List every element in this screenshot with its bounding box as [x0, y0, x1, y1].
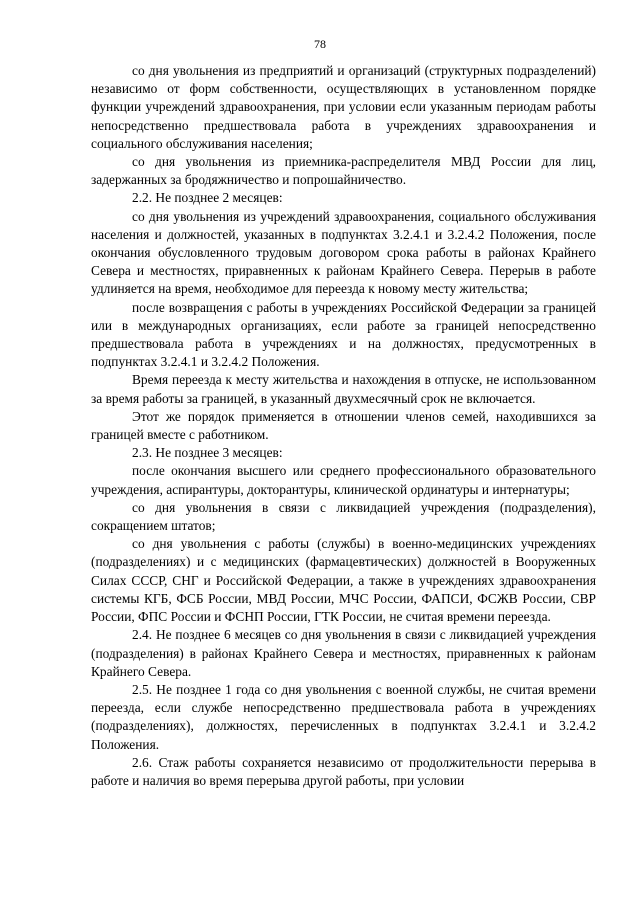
- section-heading-2-3: 2.3. Не позднее 3 месяцев:: [132, 445, 283, 461]
- paragraph-2-5: 2.5. Не позднее 1 года со дня увольнения с военной службы, не считая времени переезда, если службе непосредственно предшествовала работа в учреждениях (подразделениях), должностях, перечисленных в подпунктах 3.2.4.1 и 3.2.4.2 Положения.: [91, 681, 596, 752]
- page-number: 78: [314, 37, 326, 51]
- paragraph-7: после окончания высшего или среднего профессионального образовательного учреждения, аспирантуры, докторантуры, клинической ординатуры и интернатуры;: [91, 463, 596, 497]
- document-body: [91, 62, 596, 790]
- paragraph-5: Время переезда к месту жительства и нахождения в отпуске, не использованном за время работы за границей, в указанный двухмесячный срок не включается.: [91, 372, 596, 406]
- paragraph-2-6: 2.6. Стаж работы сохраняется независимо от продолжительности перерыва в работе и наличия во время перерыва другой работы, при условии: [91, 754, 596, 788]
- paragraph-2-4: 2.4. Не позднее 6 месяцев со дня увольнения в связи с ликвидацией учреждения (подразделения) в районах Крайнего Севера и местностях, приравненных к районам Крайнего Севера.: [91, 627, 596, 679]
- section-heading-2-2: 2.2. Не позднее 2 месяцев:: [132, 190, 283, 206]
- paragraph-3: со дня увольнения из учреждений здравоохранения, социального обслуживания населения и должностей, указанных в подпунктах 3.2.4.1 и 3.2.4.2 Положения, после окончания обусловленного трудовым договором срока работы в районах Крайнего Севера и местностях, приравненных к районам Крайнего Севера. Перерыв в работе удлиняется на время, необходимое для переезда к новому месту жительства;: [91, 208, 596, 297]
- paragraph-2: со дня увольнения из приемника-распределителя МВД России для лиц, задержанных за бродяжничество и попрошайничество.: [91, 154, 596, 188]
- paragraph-6: Этот же порядок применяется в отношении членов семей, находившихся за границей вместе с работником.: [91, 408, 596, 443]
- paragraph-1: со дня увольнения из предприятий и организаций (структурных подразделений) независимо от форм собственности, осуществляющих в установленном порядке функции учреждений здравоохранения, при условии если указанным периодам работы непосредственно предшествовала работа в учреждениях здравоохранения и социального обслуживания населения;: [91, 63, 596, 151]
- paragraph-8: со дня увольнения в связи с ликвидацией учреждения (подразделения), сокращением штатов;: [91, 499, 596, 534]
- paragraph-9: со дня увольнения с работы (службы) в военно-медицинских учреждениях (подразделениях) и с медицинских (фармацевтических) должностей в Вооруженных Силах СССР, СНГ и Российской Федерации, а также в учреждениях здравоохранения системы КГБ, ФСБ России, МВД России, МЧС России, ФАПСИ, ФСЖВ России, СВР России, ФПС России и ФСНП России, ГТК России, не считая времени переезда.: [91, 536, 596, 625]
- paragraph-4: после возвращения с работы в учреждениях Российской Федерации за границей или в международных организациях, если работе за границей непосредственно предшествовала работа в учреждениях и на должностях, предусмотренных в подпунктах 3.2.4.1 и 3.2.4.2 Положения.: [91, 299, 596, 370]
